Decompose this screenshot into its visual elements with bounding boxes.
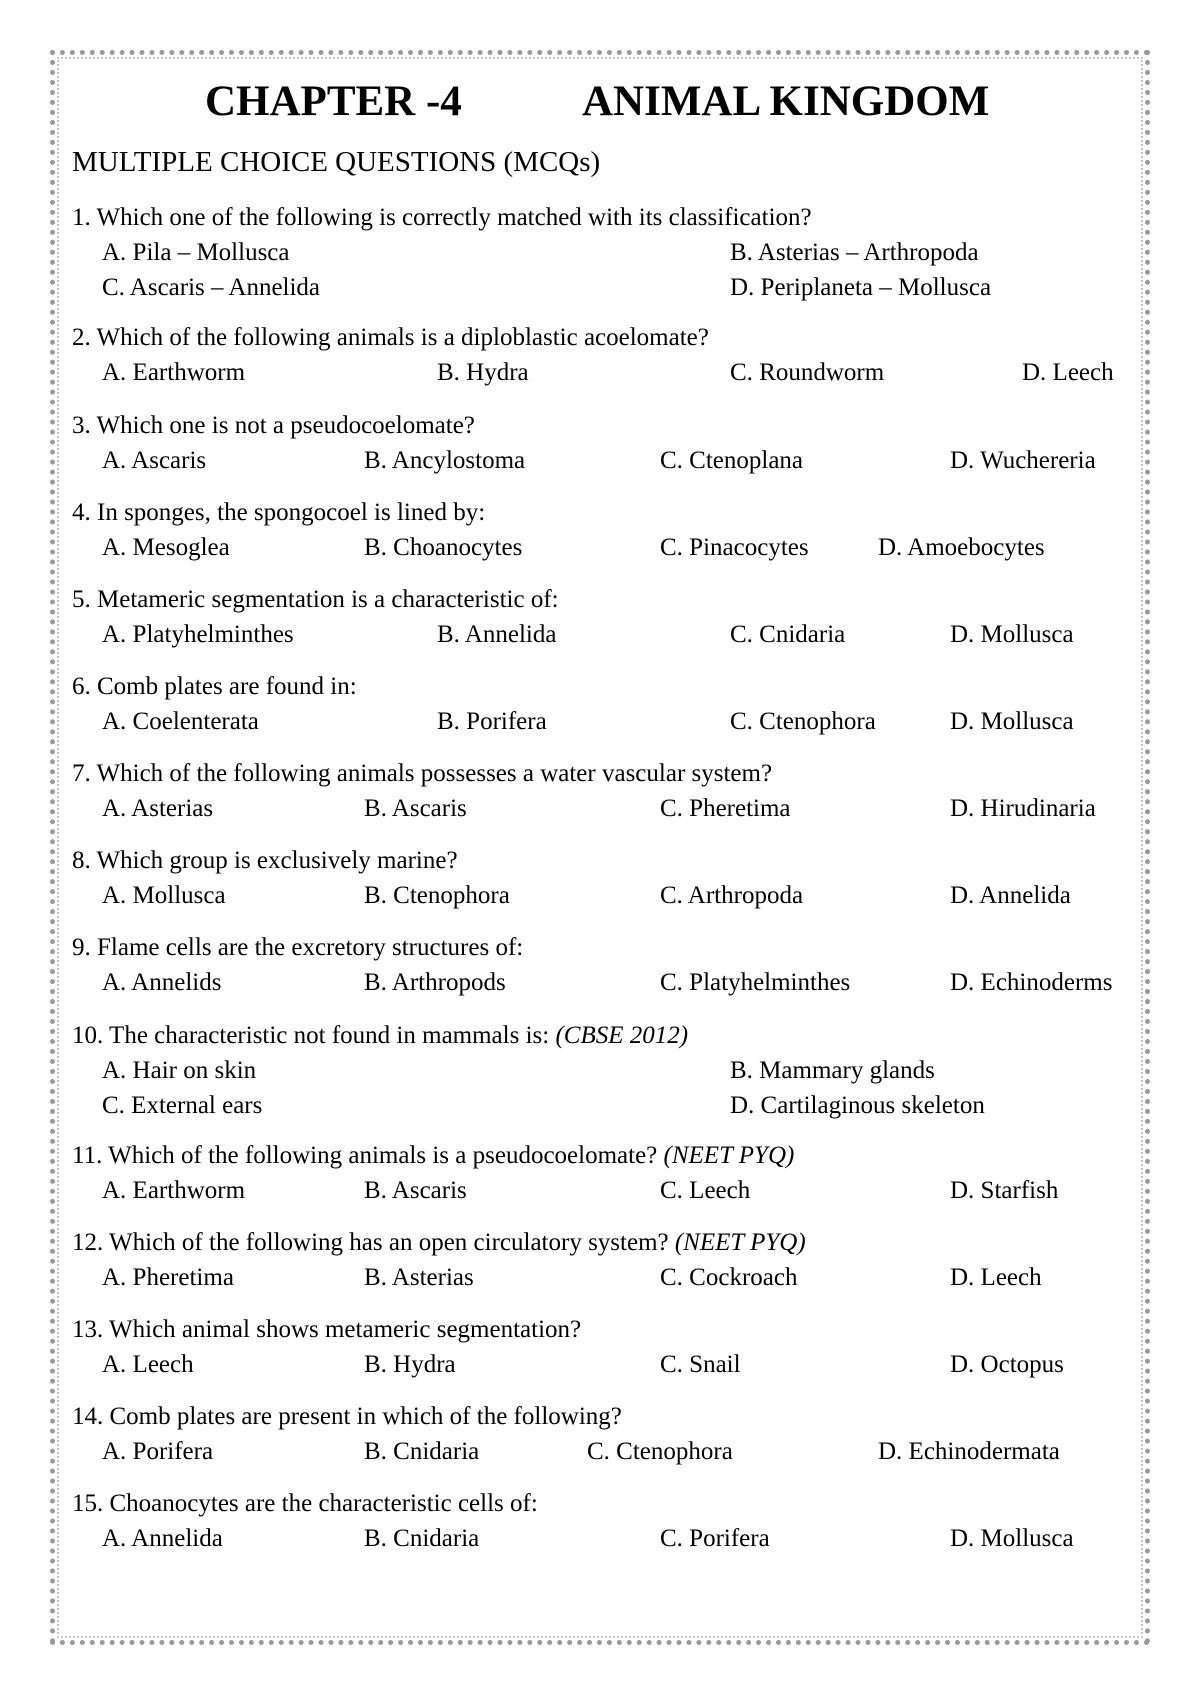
option-d: D. Octopus: [950, 1351, 1064, 1378]
option-a: A. Porifera: [102, 1438, 214, 1465]
question-text: [72, 1399, 1152, 1434]
question-15: [72, 1486, 1152, 1556]
option-b: B. Cnidaria: [364, 1525, 480, 1552]
option-c: C. Pheretima: [660, 795, 791, 822]
question-4: [72, 495, 1152, 565]
option-d: D. Leech: [1022, 359, 1114, 386]
option-b: B. Asterias: [364, 1264, 474, 1291]
question-10: [72, 1018, 1152, 1123]
question-stem: 3. Which one is not a pseudocoelomate?: [72, 412, 475, 439]
question-5: [72, 582, 1152, 652]
question-11: [72, 1138, 1152, 1208]
option-d: D. Mollusca: [950, 708, 1074, 735]
option-d: D. Starfish: [950, 1177, 1059, 1204]
options-row: [72, 878, 1152, 913]
option-a: A. Platyhelminthes: [102, 621, 294, 648]
option-a: A. Mesoglea: [102, 534, 230, 561]
question-13: [72, 1312, 1152, 1382]
option-d: D. Mollusca: [950, 1525, 1074, 1552]
question-stem: 10. The characteristic not found in mammals is:: [72, 1022, 556, 1049]
option-b: B. Hydra: [364, 1351, 456, 1378]
question-text: [72, 1138, 1152, 1173]
section-subtitle: MULTIPLE CHOICE QUESTIONS (MCQs): [72, 146, 601, 178]
question-3: [72, 408, 1152, 478]
options-row: [72, 355, 1152, 390]
question-stem: 6. Comb plates are found in:: [72, 673, 357, 700]
options-row: [72, 530, 1152, 565]
option-c: C. Ascaris – Annelida: [102, 274, 321, 301]
option-c: C. Ctenoplana: [660, 447, 804, 474]
option-c: C. Porifera: [660, 1525, 770, 1552]
question-text: [72, 1018, 1152, 1053]
question-stem: 11. Which of the following animals is a pseudocoelomate?: [72, 1142, 664, 1169]
option-a: A. Asterias: [102, 795, 214, 822]
option-a: A. Pheretima: [102, 1264, 234, 1291]
option-c: C. External ears: [102, 1092, 263, 1119]
option-b: B. Ascaris: [364, 1177, 467, 1204]
option-a: A. Earthworm: [102, 359, 246, 386]
options-row: [72, 1260, 1152, 1295]
option-a: A. Mollusca: [102, 882, 226, 909]
option-b: B. Ctenophora: [364, 882, 510, 909]
chapter-title: ANIMAL KINGDOM: [582, 78, 990, 125]
options-row: [72, 704, 1152, 739]
question-stem: 2. Which of the following animals is a diploblastic acoelomate?: [72, 324, 709, 351]
question-source-note: (NEET PYQ): [674, 1229, 806, 1256]
question-6: [72, 669, 1152, 739]
option-d: D. Cartilaginous skeleton: [730, 1092, 985, 1119]
question-1: [72, 200, 1152, 305]
chapter-heading: [0, 72, 1200, 132]
question-source-note: (NEET PYQ): [663, 1142, 795, 1169]
options-row: [72, 235, 1152, 270]
options-row: [72, 1173, 1152, 1208]
option-c: C. Arthropoda: [660, 882, 804, 909]
question-stem: 7. Which of the following animals possesses a water vascular system?: [72, 760, 773, 787]
option-d: D. Hirudinaria: [950, 795, 1096, 822]
option-c: C. Snail: [660, 1351, 741, 1378]
question-stem: 4. In sponges, the spongocoel is lined by:: [72, 499, 486, 526]
option-a: A. Coelenterata: [102, 708, 259, 735]
options-row: [72, 1434, 1152, 1469]
option-d: D. Periplaneta – Mollusca: [730, 274, 992, 301]
option-b: B. Ascaris: [364, 795, 467, 822]
option-b: B. Asterias – Arthropoda: [730, 239, 979, 266]
option-b: B. Choanocytes: [364, 534, 523, 561]
option-d: D. Echinoderms: [950, 969, 1113, 996]
question-source-note: (CBSE 2012): [555, 1022, 689, 1049]
option-c: C. Cockroach: [660, 1264, 798, 1291]
option-c: C. Ctenophora: [730, 708, 876, 735]
option-a: A. Ascaris: [102, 447, 207, 474]
question-9: [72, 930, 1152, 1000]
question-text: [72, 669, 1152, 704]
question-14: [72, 1399, 1152, 1469]
options-row: [72, 791, 1152, 826]
question-2: [72, 320, 1152, 390]
option-a: A. Annelida: [102, 1525, 223, 1552]
option-b: B. Ancylostoma: [364, 447, 526, 474]
option-b: B. Mammary glands: [730, 1057, 935, 1084]
question-text: [72, 582, 1152, 617]
option-b: B. Arthropods: [364, 969, 506, 996]
question-text: [72, 200, 1152, 235]
option-b: B. Hydra: [437, 359, 529, 386]
question-text: [72, 1486, 1152, 1521]
options-row: [72, 270, 1152, 305]
option-c: C. Roundworm: [730, 359, 885, 386]
question-text: [72, 320, 1152, 355]
option-c: C. Ctenophora: [587, 1438, 733, 1465]
option-d: D. Amoebocytes: [878, 534, 1045, 561]
option-b: B. Porifera: [437, 708, 547, 735]
option-a: A. Pila – Mollusca: [102, 239, 290, 266]
question-stem: 15. Choanocytes are the characteristic cells of:: [72, 1490, 538, 1517]
question-7: [72, 756, 1152, 826]
chapter-number: CHAPTER -4: [205, 78, 462, 125]
question-text: [72, 930, 1152, 965]
option-a: A. Annelids: [102, 969, 222, 996]
question-text: [72, 1312, 1152, 1347]
options-row: [72, 1053, 1152, 1088]
option-c: C. Pinacocytes: [660, 534, 809, 561]
option-c: C. Cnidaria: [730, 621, 846, 648]
question-text: [72, 843, 1152, 878]
question-stem: 8. Which group is exclusively marine?: [72, 847, 458, 874]
option-d: D. Mollusca: [950, 621, 1074, 648]
question-stem: 13. Which animal shows metameric segmentation?: [72, 1316, 582, 1343]
question-text: [72, 495, 1152, 530]
option-d: D. Leech: [950, 1264, 1042, 1291]
question-12: [72, 1225, 1152, 1295]
question-stem: 5. Metameric segmentation is a characteristic of:: [72, 586, 559, 613]
options-row: [72, 965, 1152, 1000]
question-stem: 14. Comb plates are present in which of the following?: [72, 1403, 622, 1430]
option-a: A. Leech: [102, 1351, 194, 1378]
question-stem: 12. Which of the following has an open circulatory system?: [72, 1229, 675, 1256]
question-text: [72, 1225, 1152, 1260]
option-d: D. Wuchereria: [950, 447, 1096, 474]
options-row: [72, 617, 1152, 652]
option-a: A. Hair on skin: [102, 1057, 257, 1084]
options-row: [72, 443, 1152, 478]
option-c: C. Leech: [660, 1177, 751, 1204]
option-b: B. Annelida: [437, 621, 557, 648]
options-row: [72, 1521, 1152, 1556]
question-stem: 1. Which one of the following is correctly matched with its classification?: [72, 204, 812, 231]
options-row: [72, 1347, 1152, 1382]
option-d: D. Annelida: [950, 882, 1071, 909]
option-b: B. Cnidaria: [364, 1438, 480, 1465]
question-text: [72, 408, 1152, 443]
option-d: D. Echinodermata: [878, 1438, 1060, 1465]
option-c: C. Platyhelminthes: [660, 969, 851, 996]
option-a: A. Earthworm: [102, 1177, 246, 1204]
question-8: [72, 843, 1152, 913]
options-row: [72, 1088, 1152, 1123]
question-text: [72, 756, 1152, 791]
question-stem: 9. Flame cells are the excretory structures of:: [72, 934, 524, 961]
